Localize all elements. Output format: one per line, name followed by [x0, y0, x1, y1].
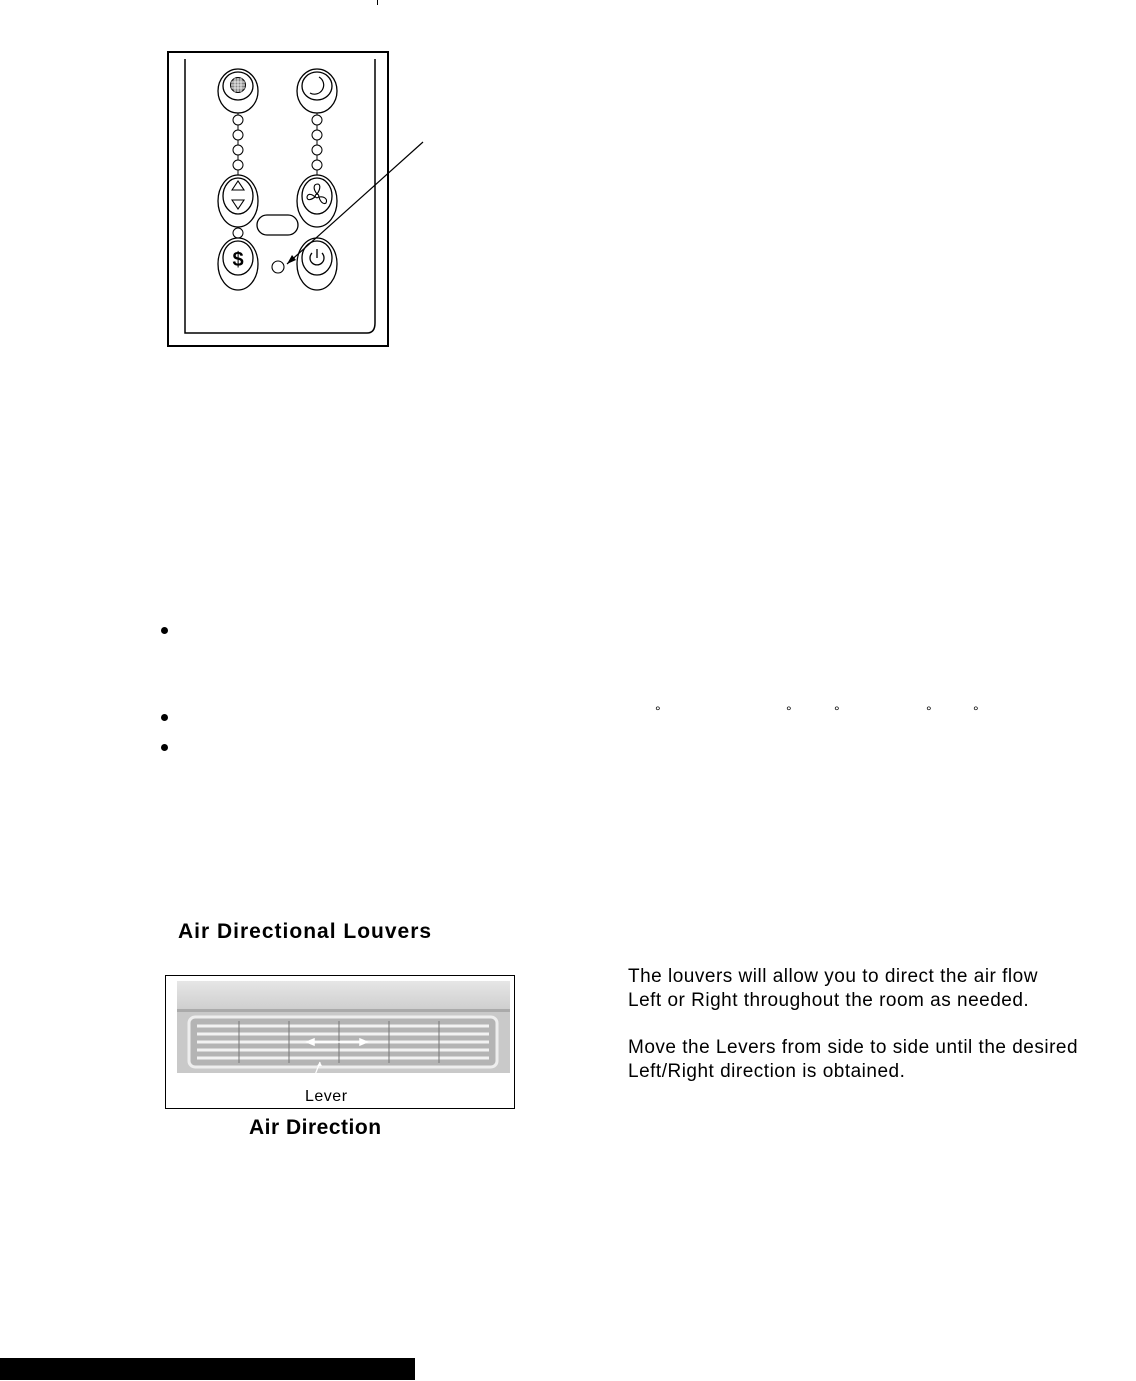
- degree-symbol: °: [926, 703, 932, 719]
- sleep-button[interactable]: [297, 69, 337, 113]
- footer-bar: [0, 1358, 415, 1380]
- louver-photo: [177, 981, 510, 1073]
- indicator-lights-left: [233, 113, 243, 177]
- figure-caption: Air Direction: [249, 1116, 382, 1139]
- degree-symbol: °: [655, 703, 661, 719]
- instruction-line: The louvers will allow you to direct the air flow: [628, 966, 1038, 987]
- instruction-line: Left or Right throughout the room as needed.: [628, 990, 1030, 1011]
- degree-symbol: °: [973, 703, 979, 719]
- energy-saver-dollar-icon: $: [232, 249, 244, 271]
- filter-icon: [231, 78, 246, 93]
- temp-button[interactable]: [218, 175, 258, 227]
- page-mark: [377, 0, 378, 5]
- bullet-2: [161, 714, 168, 721]
- instruction-line: Move the Levers from side to side until the desired: [628, 1037, 1079, 1058]
- filter-button[interactable]: [218, 69, 258, 113]
- pointer-arrow: [260, 130, 430, 270]
- lever-label: Lever: [305, 1088, 348, 1105]
- bullet-3: [161, 744, 168, 751]
- section-heading: Air Directional Louvers: [178, 920, 433, 943]
- degree-symbol: °: [834, 703, 840, 719]
- bullet-1: [161, 627, 168, 634]
- degree-symbol: °: [786, 703, 792, 719]
- instruction-line: Left/Right direction is obtained.: [628, 1061, 906, 1082]
- energy-saver-indicator: [233, 228, 243, 238]
- energy-saver-button[interactable]: [218, 238, 258, 290]
